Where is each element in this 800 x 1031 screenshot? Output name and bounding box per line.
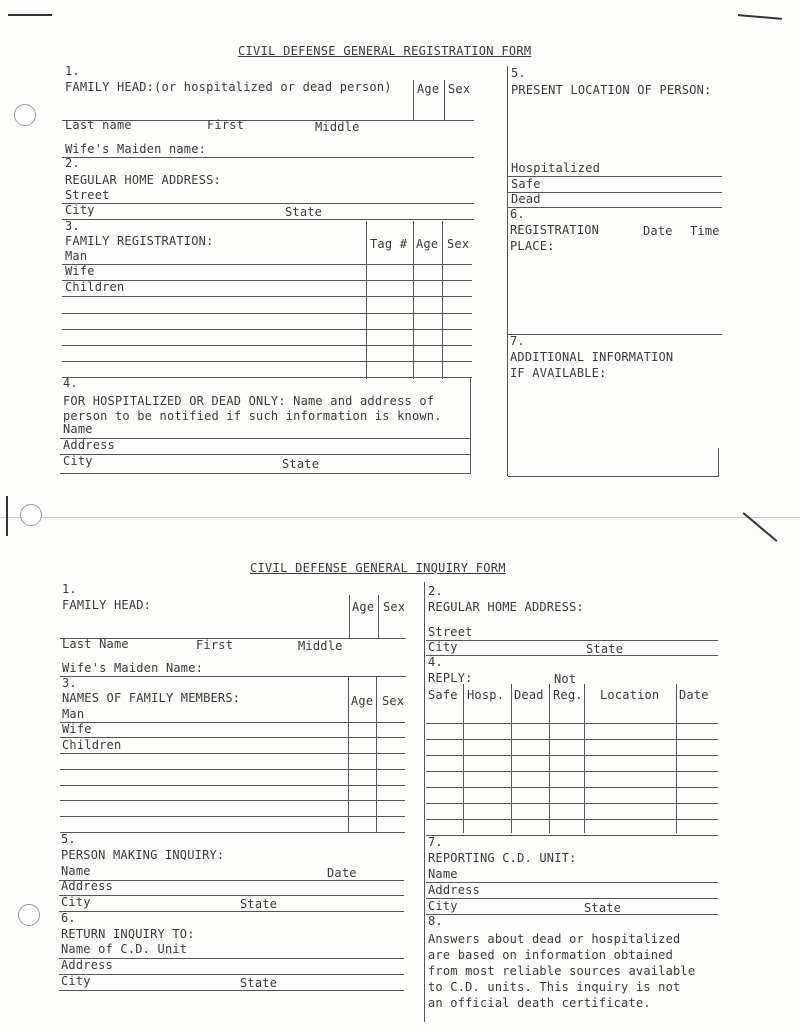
inq-safe-header: Safe bbox=[428, 688, 458, 702]
inq-reg-header: Reg. bbox=[553, 688, 583, 702]
inq-s7-state-label: State bbox=[584, 901, 622, 915]
inq-children-row[interactable] bbox=[60, 753, 405, 754]
inq-s5-address-label: Address bbox=[61, 879, 113, 893]
reg-man-label: Man bbox=[65, 249, 88, 263]
reg-child-row[interactable] bbox=[62, 345, 472, 346]
inq-reply-row[interactable] bbox=[426, 819, 718, 820]
inq-disclaimer-line-1: Answers about dead or hospitalized bbox=[428, 932, 681, 946]
staple-mark bbox=[8, 14, 52, 16]
reg-wife-maiden-field[interactable] bbox=[62, 157, 474, 158]
inq-disclaimer-line-3: from most reliable sources available bbox=[428, 964, 696, 978]
inq-reply-row[interactable] bbox=[426, 771, 718, 772]
inq-middle-label: Middle bbox=[298, 639, 343, 653]
inq-s7-address-field[interactable] bbox=[426, 898, 718, 899]
inq-s6-address-label: Address bbox=[61, 958, 113, 972]
inq-man-label: Man bbox=[62, 707, 85, 721]
inq-family-head-label: FAMILY HEAD: bbox=[62, 598, 152, 612]
inq-s7-address-label: Address bbox=[428, 883, 480, 897]
inq-s3-number: 3. bbox=[62, 676, 77, 690]
reg-family-head-label: FAMILY HEAD:(or hospitalized or dead person) bbox=[65, 80, 392, 94]
inq-s1-sex-header: Sex bbox=[383, 600, 406, 614]
reg-s1-sex-header: Sex bbox=[448, 82, 471, 96]
inq-wife-label: Wife bbox=[62, 722, 92, 736]
inq-s7-name-label: Name bbox=[428, 867, 458, 881]
reg-hospitalized-label: Hospitalized bbox=[511, 161, 601, 175]
reg-registration-label: REGISTRATION bbox=[510, 223, 600, 237]
binder-mark bbox=[6, 496, 8, 536]
reg-street-field[interactable] bbox=[62, 203, 474, 204]
inq-disclaimer-line-5: an official death certificate. bbox=[428, 996, 651, 1010]
reg-dead-field[interactable] bbox=[508, 207, 722, 208]
inq-child-row[interactable] bbox=[60, 832, 405, 833]
reg-city-label: City bbox=[65, 203, 95, 217]
inq-date-header: Date bbox=[679, 688, 709, 702]
inq-return-inquiry-label: RETURN INQUIRY TO: bbox=[61, 927, 195, 941]
inq-child-row[interactable] bbox=[60, 816, 405, 817]
reg-present-location-label: PRESENT LOCATION OF PERSON: bbox=[511, 83, 712, 97]
reg-s4-address-label: Address bbox=[63, 438, 115, 452]
inq-s2-number: 2. bbox=[428, 584, 443, 598]
inq-s5-address-field[interactable] bbox=[59, 895, 404, 896]
inq-s8-number: 8. bbox=[428, 914, 443, 928]
inq-s5-state-label: State bbox=[240, 897, 278, 911]
reg-street-label: Street bbox=[65, 188, 110, 202]
reg-safe-label: Safe bbox=[511, 177, 541, 191]
inq-disclaimer-line-4: to C.D. units. This inquiry is not bbox=[428, 980, 681, 994]
reg-s1-number: 1. bbox=[65, 64, 80, 78]
inq-reply-row[interactable] bbox=[426, 835, 718, 836]
reg-s4-address-field[interactable] bbox=[60, 454, 470, 455]
inq-wife-maiden-field[interactable] bbox=[60, 676, 406, 677]
reg-first-label: First bbox=[207, 118, 245, 132]
inq-s1-age-header: Age bbox=[352, 600, 375, 614]
inq-not-label: Not bbox=[554, 672, 577, 686]
inq-cd-unit-name-label: Name of C.D. Unit bbox=[61, 942, 188, 956]
inq-street-field[interactable] bbox=[426, 640, 718, 641]
inq-s5-city-state-field[interactable] bbox=[59, 911, 404, 912]
reg-s3-sex-header: Sex bbox=[447, 237, 470, 251]
inq-man-row[interactable] bbox=[60, 722, 405, 723]
inq-reply-row[interactable] bbox=[426, 755, 718, 756]
inq-s6-number: 6. bbox=[61, 911, 76, 925]
inq-s5-city-label: City bbox=[61, 895, 91, 909]
inq-location-header: Location bbox=[600, 688, 660, 702]
inq-reporting-unit-label: REPORTING C.D. UNIT: bbox=[428, 851, 577, 865]
reg-wife-maiden-label: Wife's Maiden name: bbox=[65, 142, 207, 156]
inq-disclaimer-line-2: are based on information obtained bbox=[428, 948, 674, 962]
inq-reply-row[interactable] bbox=[426, 803, 718, 804]
reg-s7-number: 7. bbox=[510, 334, 525, 348]
reg-dead-label: Dead bbox=[511, 192, 541, 206]
inquiry-form-title: CIVIL DEFENSE GENERAL INQUIRY FORM bbox=[250, 561, 506, 575]
inq-s6-address-field[interactable] bbox=[59, 974, 404, 975]
reg-child-row[interactable] bbox=[62, 313, 472, 314]
inq-city-label: City bbox=[428, 640, 458, 654]
reg-s4-city-label: City bbox=[63, 454, 93, 468]
punch-hole bbox=[18, 904, 40, 926]
registration-form-title: CIVIL DEFENSE GENERAL REGISTRATION FORM bbox=[238, 44, 532, 58]
reg-s6-number: 6. bbox=[510, 207, 525, 221]
inq-reply-row[interactable] bbox=[426, 739, 718, 740]
reg-s2-number: 2. bbox=[65, 156, 80, 170]
inq-s3-age-header: Age bbox=[351, 694, 374, 708]
inq-children-label: Children bbox=[62, 738, 122, 752]
reg-date-label: Date bbox=[643, 224, 673, 238]
reg-registration-place-field[interactable] bbox=[508, 334, 722, 335]
inq-s7-number: 7. bbox=[428, 835, 443, 849]
inq-city-state-field[interactable] bbox=[426, 655, 718, 656]
inq-child-row[interactable] bbox=[60, 769, 405, 770]
inq-s5-date-label: Date bbox=[327, 866, 357, 880]
inq-first-label: First bbox=[196, 638, 234, 652]
inq-last-name-label: Last Name bbox=[62, 637, 129, 651]
reg-family-registration-label: FAMILY REGISTRATION: bbox=[65, 234, 214, 248]
inq-child-row[interactable] bbox=[60, 785, 405, 786]
reg-s4-name-label: Name bbox=[63, 422, 93, 436]
inq-s5-number: 5. bbox=[61, 832, 76, 846]
reg-child-row[interactable] bbox=[62, 361, 472, 362]
reg-city-state-field[interactable] bbox=[62, 219, 474, 220]
inq-s6-city-state-field[interactable] bbox=[59, 990, 404, 991]
inq-street-label: Street bbox=[428, 625, 473, 639]
reg-s4-number: 4. bbox=[63, 376, 78, 390]
inq-s7-city-state-field[interactable] bbox=[426, 914, 718, 915]
inq-family-members-label: NAMES OF FAMILY MEMBERS: bbox=[62, 691, 241, 705]
reg-state-label: State bbox=[285, 205, 323, 219]
reg-middle-label: Middle bbox=[315, 120, 360, 134]
inq-hosp-header: Hosp. bbox=[467, 688, 505, 702]
reg-tag-header: Tag # bbox=[370, 237, 408, 251]
reg-wife-label: Wife bbox=[65, 264, 95, 278]
reg-s4-name-field[interactable] bbox=[60, 438, 470, 439]
reg-s3-age-header: Age bbox=[416, 237, 439, 251]
reg-child-row[interactable] bbox=[62, 329, 472, 330]
inq-reply-row[interactable] bbox=[426, 787, 718, 788]
inq-dead-header: Dead bbox=[514, 688, 544, 702]
reg-s4-instructions-1: FOR HOSPITALIZED OR DEAD ONLY: Name and address of bbox=[63, 394, 435, 408]
inq-s5-name-label: Name bbox=[61, 864, 91, 878]
inq-s1-number: 1. bbox=[62, 582, 77, 596]
reg-children-row[interactable] bbox=[62, 296, 472, 297]
sheet-divider bbox=[0, 517, 800, 518]
inq-wife-maiden-label: Wife's Maiden Name: bbox=[62, 661, 204, 675]
reg-child-row[interactable] bbox=[62, 377, 472, 378]
punch-hole bbox=[20, 504, 42, 526]
reg-s4-city-state-field[interactable] bbox=[60, 473, 470, 474]
inq-reply-row[interactable] bbox=[426, 723, 718, 724]
inq-s3-sex-header: Sex bbox=[382, 694, 405, 708]
inq-reply-label: REPLY: bbox=[428, 671, 473, 685]
reg-s3-number: 3. bbox=[65, 219, 80, 233]
reg-s1-age-header: Age bbox=[417, 82, 440, 96]
inq-s6-state-label: State bbox=[240, 976, 278, 990]
inq-state-label: State bbox=[586, 642, 624, 656]
reg-place-label: PLACE: bbox=[510, 239, 555, 253]
reg-time-label: Time bbox=[690, 224, 720, 238]
reg-if-available-label: IF AVAILABLE: bbox=[510, 366, 607, 380]
inq-home-address-label: REGULAR HOME ADDRESS: bbox=[428, 600, 584, 614]
reg-s4-instructions-2: person to be notified if such information is known. bbox=[63, 409, 442, 423]
reg-s4-state-label: State bbox=[282, 457, 320, 471]
inq-s7-city-label: City bbox=[428, 899, 458, 913]
reg-s5-number: 5. bbox=[511, 66, 526, 80]
reg-additional-info-label: ADDITIONAL INFORMATION bbox=[510, 350, 674, 364]
inq-s4-number: 4. bbox=[428, 655, 443, 669]
inq-child-row[interactable] bbox=[60, 800, 405, 801]
reg-wife-row[interactable] bbox=[62, 280, 472, 281]
reg-man-row[interactable] bbox=[62, 264, 472, 265]
reg-children-label: Children bbox=[65, 280, 125, 294]
reg-last-name-label: Last name bbox=[65, 118, 132, 132]
reg-additional-info-field[interactable] bbox=[508, 476, 719, 477]
inq-person-inquiry-label: PERSON MAKING INQUIRY: bbox=[61, 848, 225, 862]
inq-s6-city-label: City bbox=[61, 974, 91, 988]
reg-home-address-label: REGULAR HOME ADDRESS: bbox=[65, 173, 221, 187]
punch-hole bbox=[14, 104, 36, 126]
inq-wife-row[interactable] bbox=[60, 737, 405, 738]
